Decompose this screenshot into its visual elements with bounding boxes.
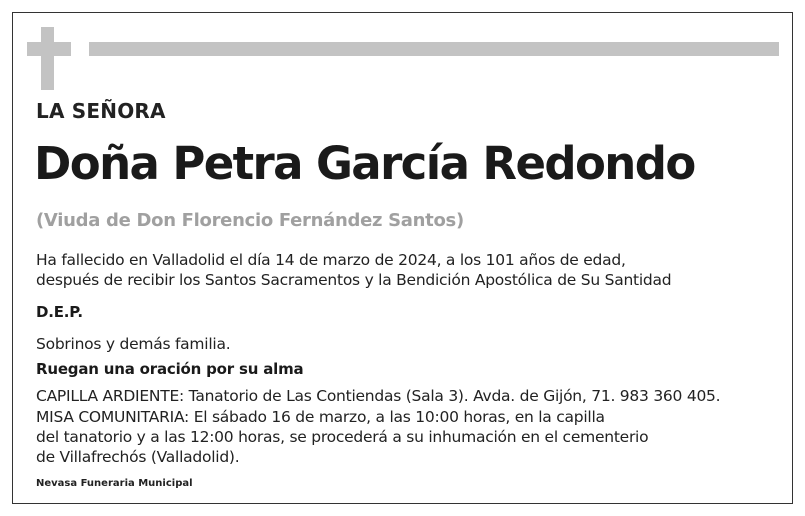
header-rule [89, 42, 779, 56]
honorific: LA SEÑORA [36, 99, 166, 123]
deceased-name: Doña Petra García Redondo [34, 137, 695, 190]
rip-text: D.E.P. [36, 303, 83, 321]
widow-of: (Viuda de Don Florencio Fernández Santos) [36, 210, 464, 231]
service-line: MISA COMUNITARIA: El sábado 16 de marzo, a las 10:00 horas, en la capilla [36, 408, 605, 426]
service-line: del tanatorio y a las 12:00 horas, se procederá a su inhumación en el cementerio [36, 428, 649, 446]
service-line: CAPILLA ARDIENTE: Tanatorio de Las Contiendas (Sala 3). Avda. de Gijón, 71. 983 360 405. [36, 387, 721, 405]
death-line: Ha fallecido en Valladolid el día 14 de marzo de 2024, a los 101 años de edad, [36, 251, 626, 269]
cross-icon-bar [27, 42, 71, 56]
cross-icon [41, 27, 54, 90]
prayer-text: Ruegan una oración por su alma [36, 360, 304, 378]
funeral-home: Nevasa Funeraria Municipal [36, 478, 193, 489]
family-text: Sobrinos y demás familia. [36, 335, 231, 353]
death-line: después de recibir los Santos Sacramentos y la Bendición Apostólica de Su Santidad [36, 271, 672, 289]
service-line: de Villafrechós (Valladolid). [36, 448, 240, 466]
